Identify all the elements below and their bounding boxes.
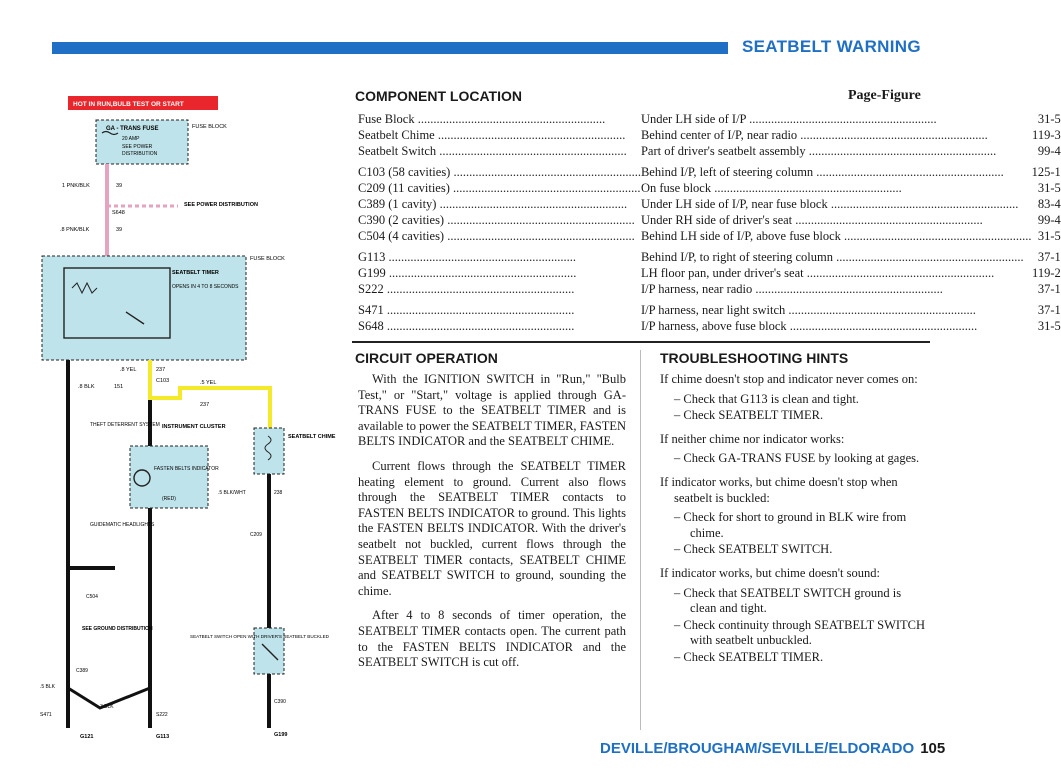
theft-label: THEFT DETERRENT SYSTEM: [90, 422, 160, 428]
column-divider: [640, 350, 641, 730]
component-page: 31-5: [1037, 229, 1061, 243]
circuit-paragraph: With the IGNITION SWITCH in "Run," "Bulb Test," or "Start," voltage is applied through GA-TRANS FUSE to the SEATBELT TIMER and is available to power the SEATBELT TIMER, FASTEN BELTS INDICATOR and the SEATBELT CHIME.: [358, 372, 626, 449]
s471-label: S471: [40, 712, 52, 718]
component-name: Seatbelt Switch ............................................................: [358, 144, 627, 158]
component-row: [358, 244, 1061, 265]
distribution-small: DISTRIBUTION: [122, 151, 158, 157]
c390-label: C390: [274, 699, 286, 705]
trouble-checks: [660, 451, 930, 467]
component-location: On fuse block ............................................................: [640, 181, 902, 195]
fuse-block-label-mid: FUSE BLOCK: [250, 256, 285, 262]
circuit-operation-text: [358, 372, 626, 680]
component-location: Behind I/P, left of steering column ............................................................: [640, 165, 1004, 179]
component-location: Behind I/P, to right of steering column ............................................................: [640, 250, 1024, 264]
component-page: 125-1: [1031, 165, 1061, 179]
component-row: [358, 196, 1061, 212]
component-name: S648 ............................................................: [358, 319, 575, 333]
circuit-operation-heading: CIRCUIT OPERATION: [355, 350, 498, 366]
page-footer: [600, 740, 945, 757]
yel5: .5 YEL: [200, 380, 217, 386]
wire-1pnk: 1 PNK/BLK: [62, 183, 90, 189]
ground-split: [68, 688, 150, 708]
chime-box: [254, 428, 284, 474]
component-row: [358, 265, 1061, 281]
timer-note: OPENS IN 4 TO 8 SECONDS: [172, 284, 239, 290]
num-39-a: 39: [116, 183, 123, 189]
fuse-name: GA - TRANS FUSE: [106, 126, 159, 132]
fasten-label: FASTEN BELTS INDICATOR: [154, 466, 219, 472]
component-name: C390 (2 cavities) ............................................................: [358, 213, 635, 227]
num237-b: 237: [200, 402, 210, 408]
chime-label: SEATBELT CHIME: [288, 434, 336, 440]
trouble-condition: If neither chime nor indicator works:: [660, 431, 845, 446]
num237-a: 237: [156, 367, 166, 373]
component-page: 37-1: [1037, 282, 1061, 296]
component-page: 37-1: [1037, 303, 1061, 317]
trouble-check: – Check SEATBELT SWITCH.: [674, 542, 930, 558]
component-page: 31-5: [1037, 181, 1061, 195]
trouble-checks: [660, 586, 930, 666]
component-location: I/P harness, above fuse block ............................................................: [640, 319, 978, 333]
fuse-amp: 20 AMP: [122, 136, 140, 142]
s222-label: S222: [156, 712, 168, 718]
component-row: [358, 228, 1061, 244]
g199-label: G199: [274, 732, 288, 738]
g113-label: G113: [156, 734, 170, 740]
timer-label: SEATBELT TIMER: [172, 270, 219, 276]
wire-8pnk: .8 PNK/BLK: [60, 227, 90, 233]
wiring-diagram: [40, 88, 340, 748]
component-name: C389 (1 cavity) ............................................................: [358, 197, 628, 211]
page-figure-label: Page-Figure: [848, 88, 921, 103]
circuit-paragraph: After 4 to 8 seconds of timer operation, the SEATBELT TIMER contacts open. The current path to the FASTEN BELTS INDICATOR and the SEATBELT SWITCH is cut off.: [358, 608, 626, 670]
guidematic-label: GUIDEMATIC HEADLIGHTS: [90, 522, 155, 528]
component-page: 119-2: [1032, 266, 1061, 280]
component-page: 31-5: [1037, 319, 1061, 333]
component-name: Fuse Block ............................................................: [358, 112, 606, 126]
trouble-condition: If indicator works, but chime doesn't stop when seatbelt is buckled:: [660, 474, 898, 505]
num238-a: 238: [274, 490, 283, 496]
component-name: C209 (11 cavities) ............................................................: [358, 181, 641, 195]
trouble-condition: If chime doesn't stop and indicator never comes on:: [660, 372, 918, 386]
component-row: [358, 127, 1061, 143]
switch-label: SEATBELT SWITCH OPEN WITH DRIVER'S SEATBELT BUCKLED: [190, 634, 329, 639]
component-row: [358, 111, 1061, 127]
component-name: C504 (4 cavities) ............................................................: [358, 229, 635, 243]
component-name: S222 ............................................................: [358, 282, 575, 296]
see-power-dist: SEE POWER DISTRIBUTION: [184, 202, 258, 208]
component-page: 37-1: [1037, 250, 1061, 264]
fuse-block-label-top: FUSE BLOCK: [192, 124, 227, 130]
trouble-checks: [660, 510, 930, 558]
trouble-checks: [660, 392, 930, 424]
trouble-check: – Check continuity through SEATBELT SWITCH with seatbelt unbuckled.: [674, 618, 930, 649]
circuit-paragraph: Current flows through the SEATBELT TIMER heating element to ground. Current also flows through the SEATBELT TIMER contacts to FASTEN BELTS INDICATOR to ground. This lights the FASTEN BELTS INDICATOR. With the driver's seatbelt not buckled, current flows through the SEATBELT TIMER contacts, SEATBELT CHIME and SEATBELT SWITCH to ground, sounding the chime.: [358, 458, 626, 598]
component-location-heading: COMPONENT LOCATION: [355, 88, 522, 104]
component-row: [358, 297, 1061, 318]
trouble-check: – Check that G113 is clean and tight.: [674, 392, 930, 408]
hot-label: HOT IN RUN,BULB TEST OR START: [73, 101, 184, 108]
component-location: Part of driver's seatbelt assembly ............................................................: [640, 144, 997, 158]
wht5-a: .5 BLK/WHT: [218, 490, 246, 496]
troubleshooting-heading: TROUBLESHOOTING HINTS: [660, 350, 849, 366]
trouble-check: – Check SEATBELT TIMER.: [674, 650, 930, 666]
component-row: [358, 180, 1061, 196]
blk5-label: .5 BLK: [40, 684, 56, 690]
component-row: [358, 281, 1061, 297]
component-page: 99-4: [1037, 213, 1061, 227]
component-page: 31-5: [1037, 112, 1061, 126]
component-location: I/P harness, near radio ............................................................: [640, 282, 943, 296]
component-name: S471 ............................................................: [358, 303, 575, 317]
component-name: G113 ............................................................: [358, 250, 576, 264]
component-row: [358, 159, 1061, 180]
component-page: 83-4: [1037, 197, 1061, 211]
component-location: Behind center of I/P, near radio ............................................................: [640, 128, 988, 142]
c209-label: C209: [250, 532, 262, 538]
see-ground-label: SEE GROUND DISTRIBUTION: [82, 626, 153, 632]
component-location: Under RH side of driver's seat ............................................................: [640, 213, 983, 227]
component-name: G199 ............................................................: [358, 266, 577, 280]
c389-label: C389: [76, 668, 88, 674]
component-location: LH floor pan, under driver's seat ............................................................: [640, 266, 995, 280]
component-location: Under LH side of I/P, near fuse block ............................................................: [640, 197, 1019, 211]
see-power-small: SEE POWER: [122, 144, 153, 150]
yel8: .8 YEL: [120, 367, 137, 373]
trouble-check: – Check that SEATBELT SWITCH ground is clean and tight.: [674, 586, 930, 617]
trouble-condition: If indicator works, but chime doesn't sound:: [660, 565, 880, 580]
yellow-wire: [150, 360, 270, 428]
component-page: 119-3: [1032, 128, 1061, 142]
trouble-check: – Check GA-TRANS FUSE by looking at gages.: [674, 451, 930, 467]
blk8-a: .8 BLK: [78, 384, 95, 390]
component-location: I/P harness, near light switch ............................................................: [640, 303, 976, 317]
component-row: [358, 212, 1061, 228]
component-location: Under LH side of I/P ............................................................: [640, 112, 937, 126]
trouble-check: – Check for short to ground in BLK wire from chime.: [674, 510, 930, 541]
component-location: Behind LH side of I/P, above fuse block ............................................................: [640, 229, 1032, 243]
page-number: 105: [920, 740, 946, 757]
c504-label: C504: [86, 594, 98, 600]
s648-label: S648: [112, 210, 125, 216]
header-rule: [52, 42, 728, 54]
instrument-label: INSTRUMENT CLUSTER: [162, 424, 226, 430]
troubleshooting-list: [660, 372, 930, 674]
component-page: 99-4: [1037, 144, 1061, 158]
num-39-b: 39: [116, 227, 123, 233]
num151-a: 151: [114, 384, 124, 390]
page-title: SEATBELT WARNING: [742, 37, 921, 56]
component-name: C103 (58 cavities) ............................................................: [358, 165, 641, 179]
component-row: [358, 143, 1061, 159]
component-row: [358, 318, 1061, 334]
footer-models: DEVILLE/BROUGHAM/SEVILLE/ELDORADO: [600, 740, 915, 757]
component-name: Seatbelt Chime ............................................................: [358, 128, 626, 142]
trouble-check: – Check SEATBELT TIMER.: [674, 408, 930, 424]
c103-label: C103: [156, 378, 170, 384]
red-label: (RED): [162, 496, 176, 502]
blk3-label: 3 BLK: [100, 704, 114, 710]
g121-label: G121: [80, 734, 94, 740]
section-rule: [352, 341, 930, 343]
component-table: [358, 111, 1061, 334]
